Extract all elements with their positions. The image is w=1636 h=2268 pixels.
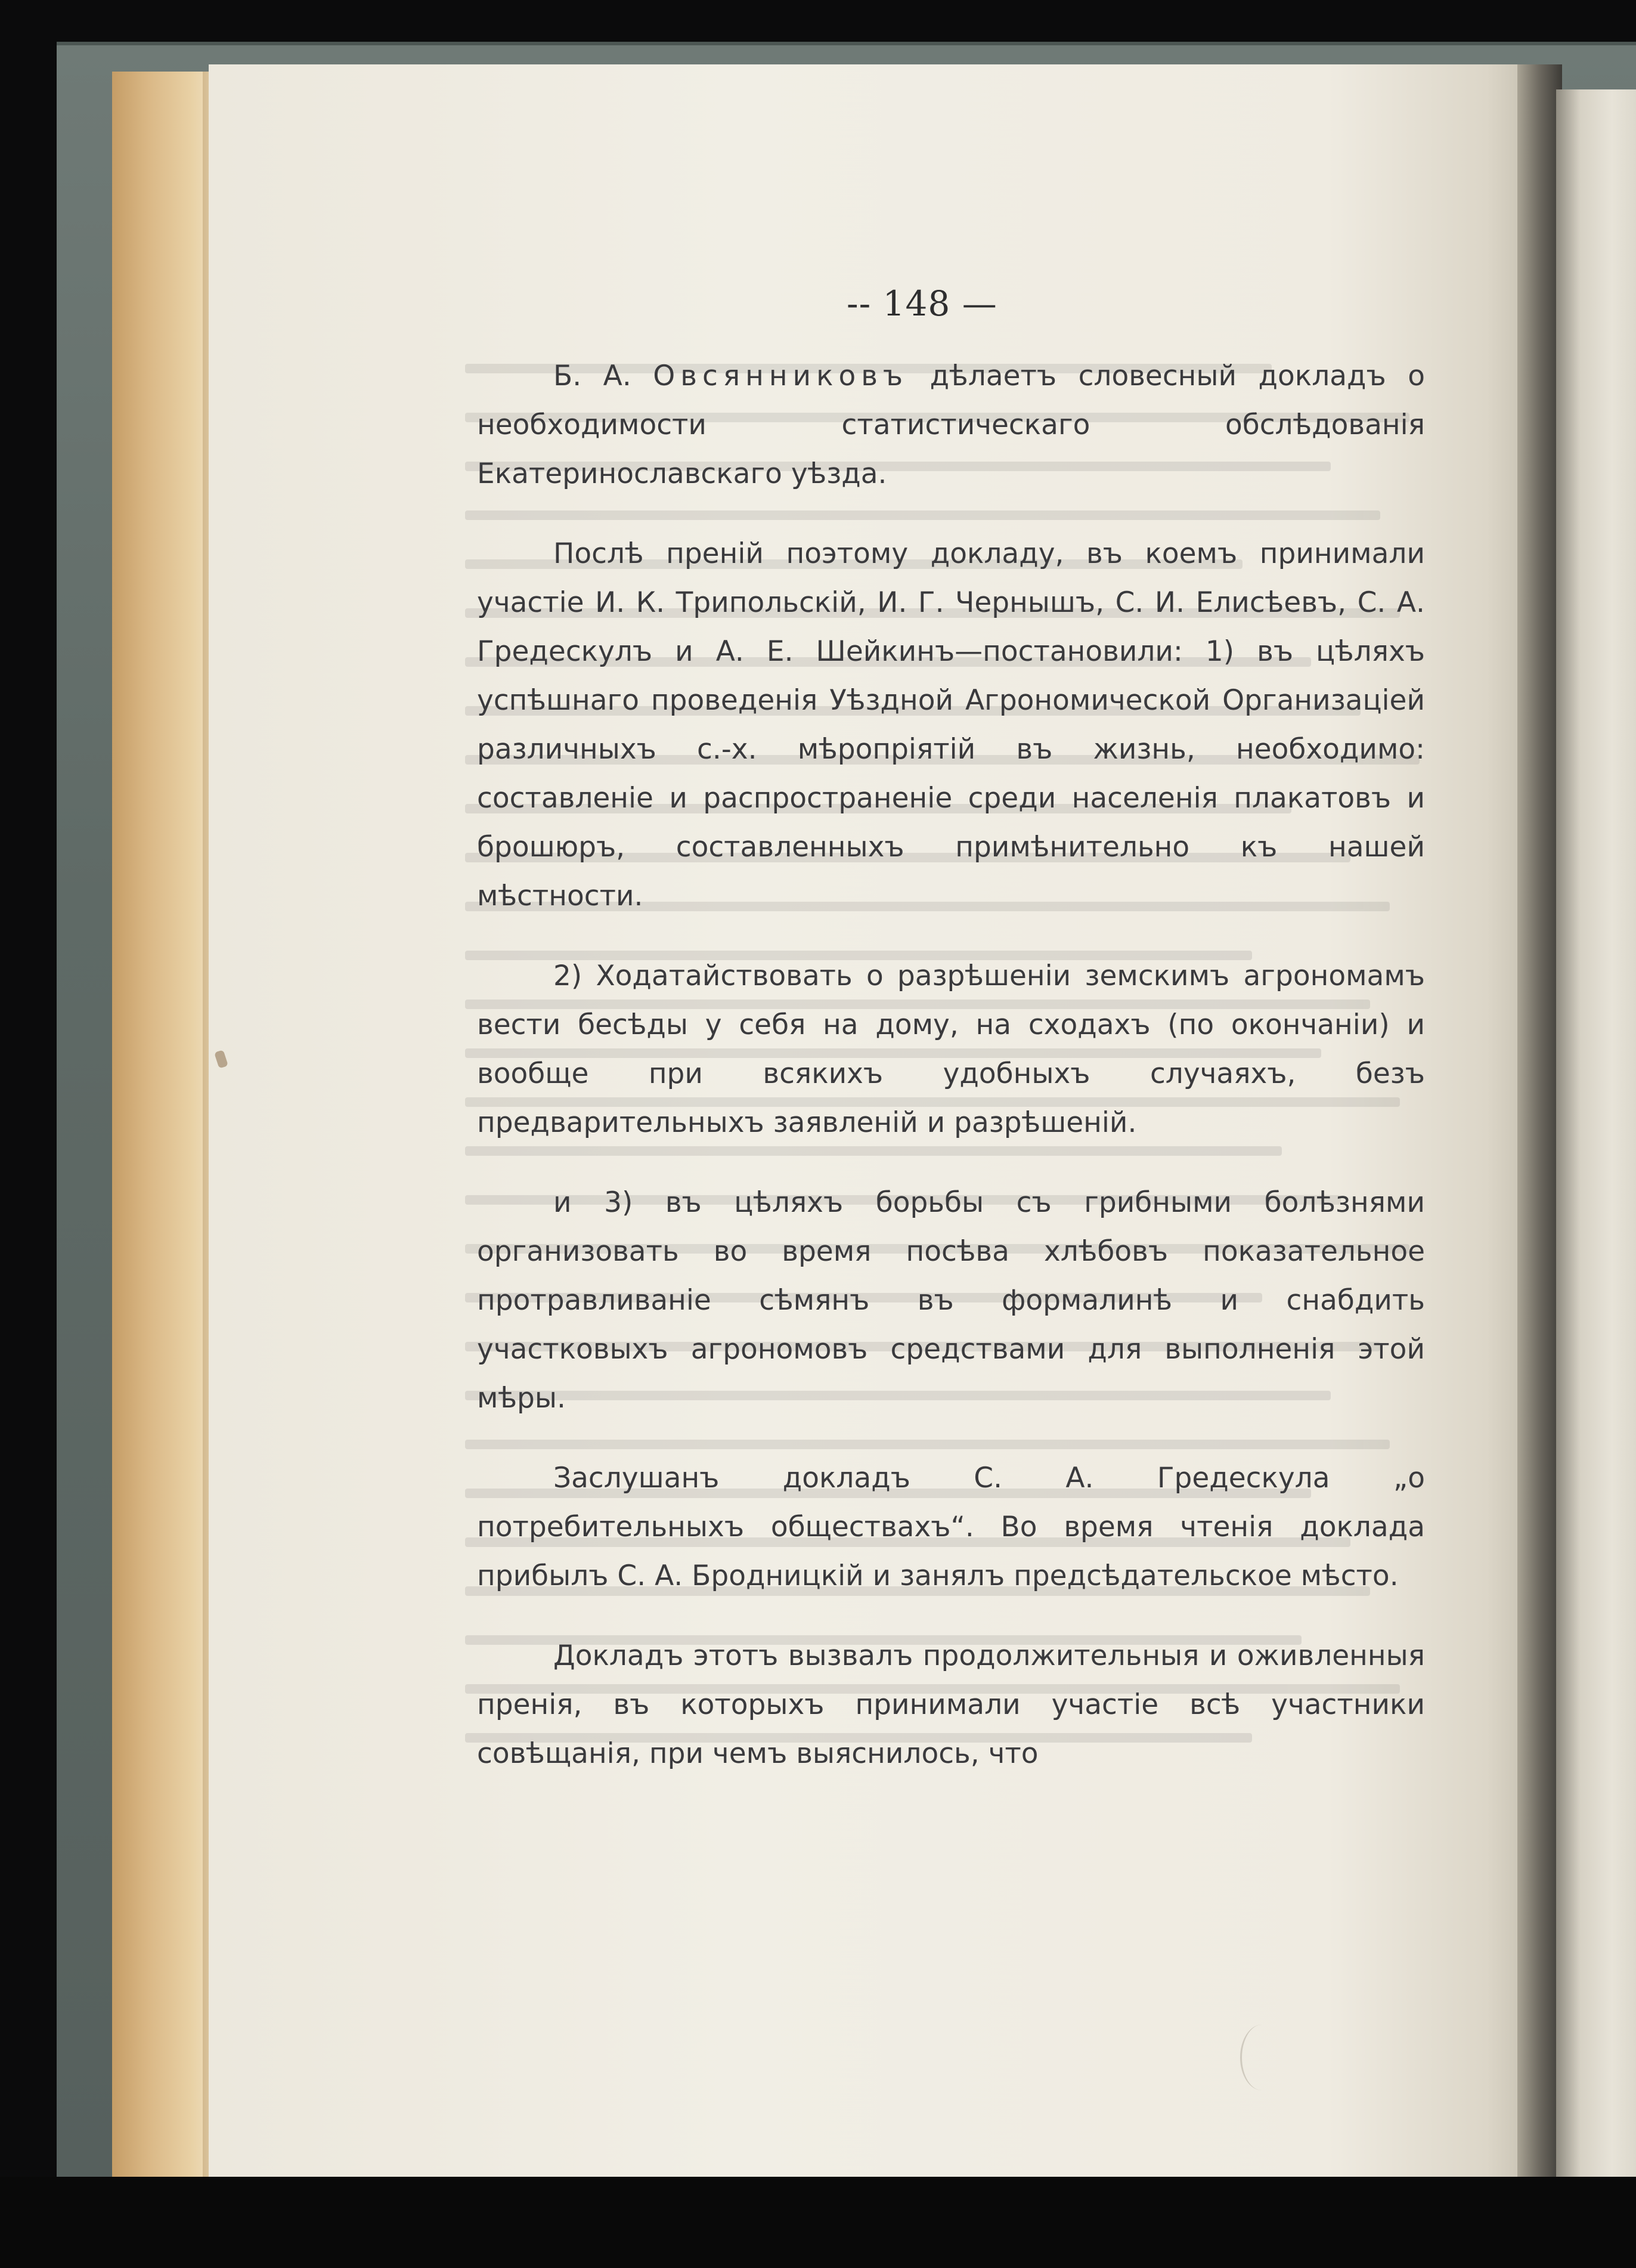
facing-page	[1556, 89, 1636, 2177]
paragraph: Послѣ преній поэтому докладу, въ коемъ принимали участіе И. К. Трипольскій, И. Г. Чернышъ, С. И. Елисѣевъ, С. А. Гредескулъ и А. Е. Шейкинъ—постановили: 1) въ цѣляхъ успѣшнаго проведенія Уѣздной Агрономической Организаціей различныхъ с.-х. мѣропріятій въ жизнь, необходимо: составленіе и распространеніе среди населенія плакатовъ и брошюръ, составленныхъ примѣнительно къ нашей мѣстности.	[477, 537, 1425, 912]
paragraph	[477, 352, 1425, 499]
book-gutter	[1517, 64, 1562, 2177]
page-number: -- 148 —	[847, 283, 997, 324]
paragraph: Докладъ этотъ вызвалъ продолжительныя и оживленныя пренія, въ которыхъ принимали участіе всѣ участники совѣщанія, при чемъ выяснилось, что	[477, 1639, 1425, 1770]
paragraph: и 3) въ цѣляхъ борьбы съ грибными болѣзнями организовать во время посѣва хлѣбовъ показательное протравливаніе сѣмянъ въ формалинѣ и снабдить участковыхъ агрономовъ средствами для выполненія этой мѣры.	[477, 1186, 1425, 1415]
paragraph: Заслушанъ докладъ С. А. Гредескула „о потребительныхъ обществахъ“. Во время чтенія доклада прибылъ С. А. Бродницкій и занялъ предсѣдательское мѣсто.	[477, 1462, 1425, 1592]
speaker-initials: Б. А.	[553, 360, 653, 392]
page-edge-stack	[112, 72, 216, 2177]
scan-background	[0, 2177, 1636, 2268]
paragraph: 2) Ходатайствовать о разрѣшеніи земскимъ агрономамъ вести бесѣды у себя на дому, на сходахъ (по окончаніи) и вообще при всякихъ удобныхъ случаяхъ, безъ предварительныхъ заявленій и разрѣшеній.	[477, 960, 1425, 1139]
pencil-mark	[1240, 2025, 1284, 2090]
body-text	[477, 352, 1425, 1809]
speaker-name: Овсянниковъ	[653, 360, 909, 392]
paragraph-text: дѣлаетъ словесный докладъ о необходимости статистическаго обслѣдованія Екатеринославскаго уѣзда.	[477, 360, 1425, 490]
